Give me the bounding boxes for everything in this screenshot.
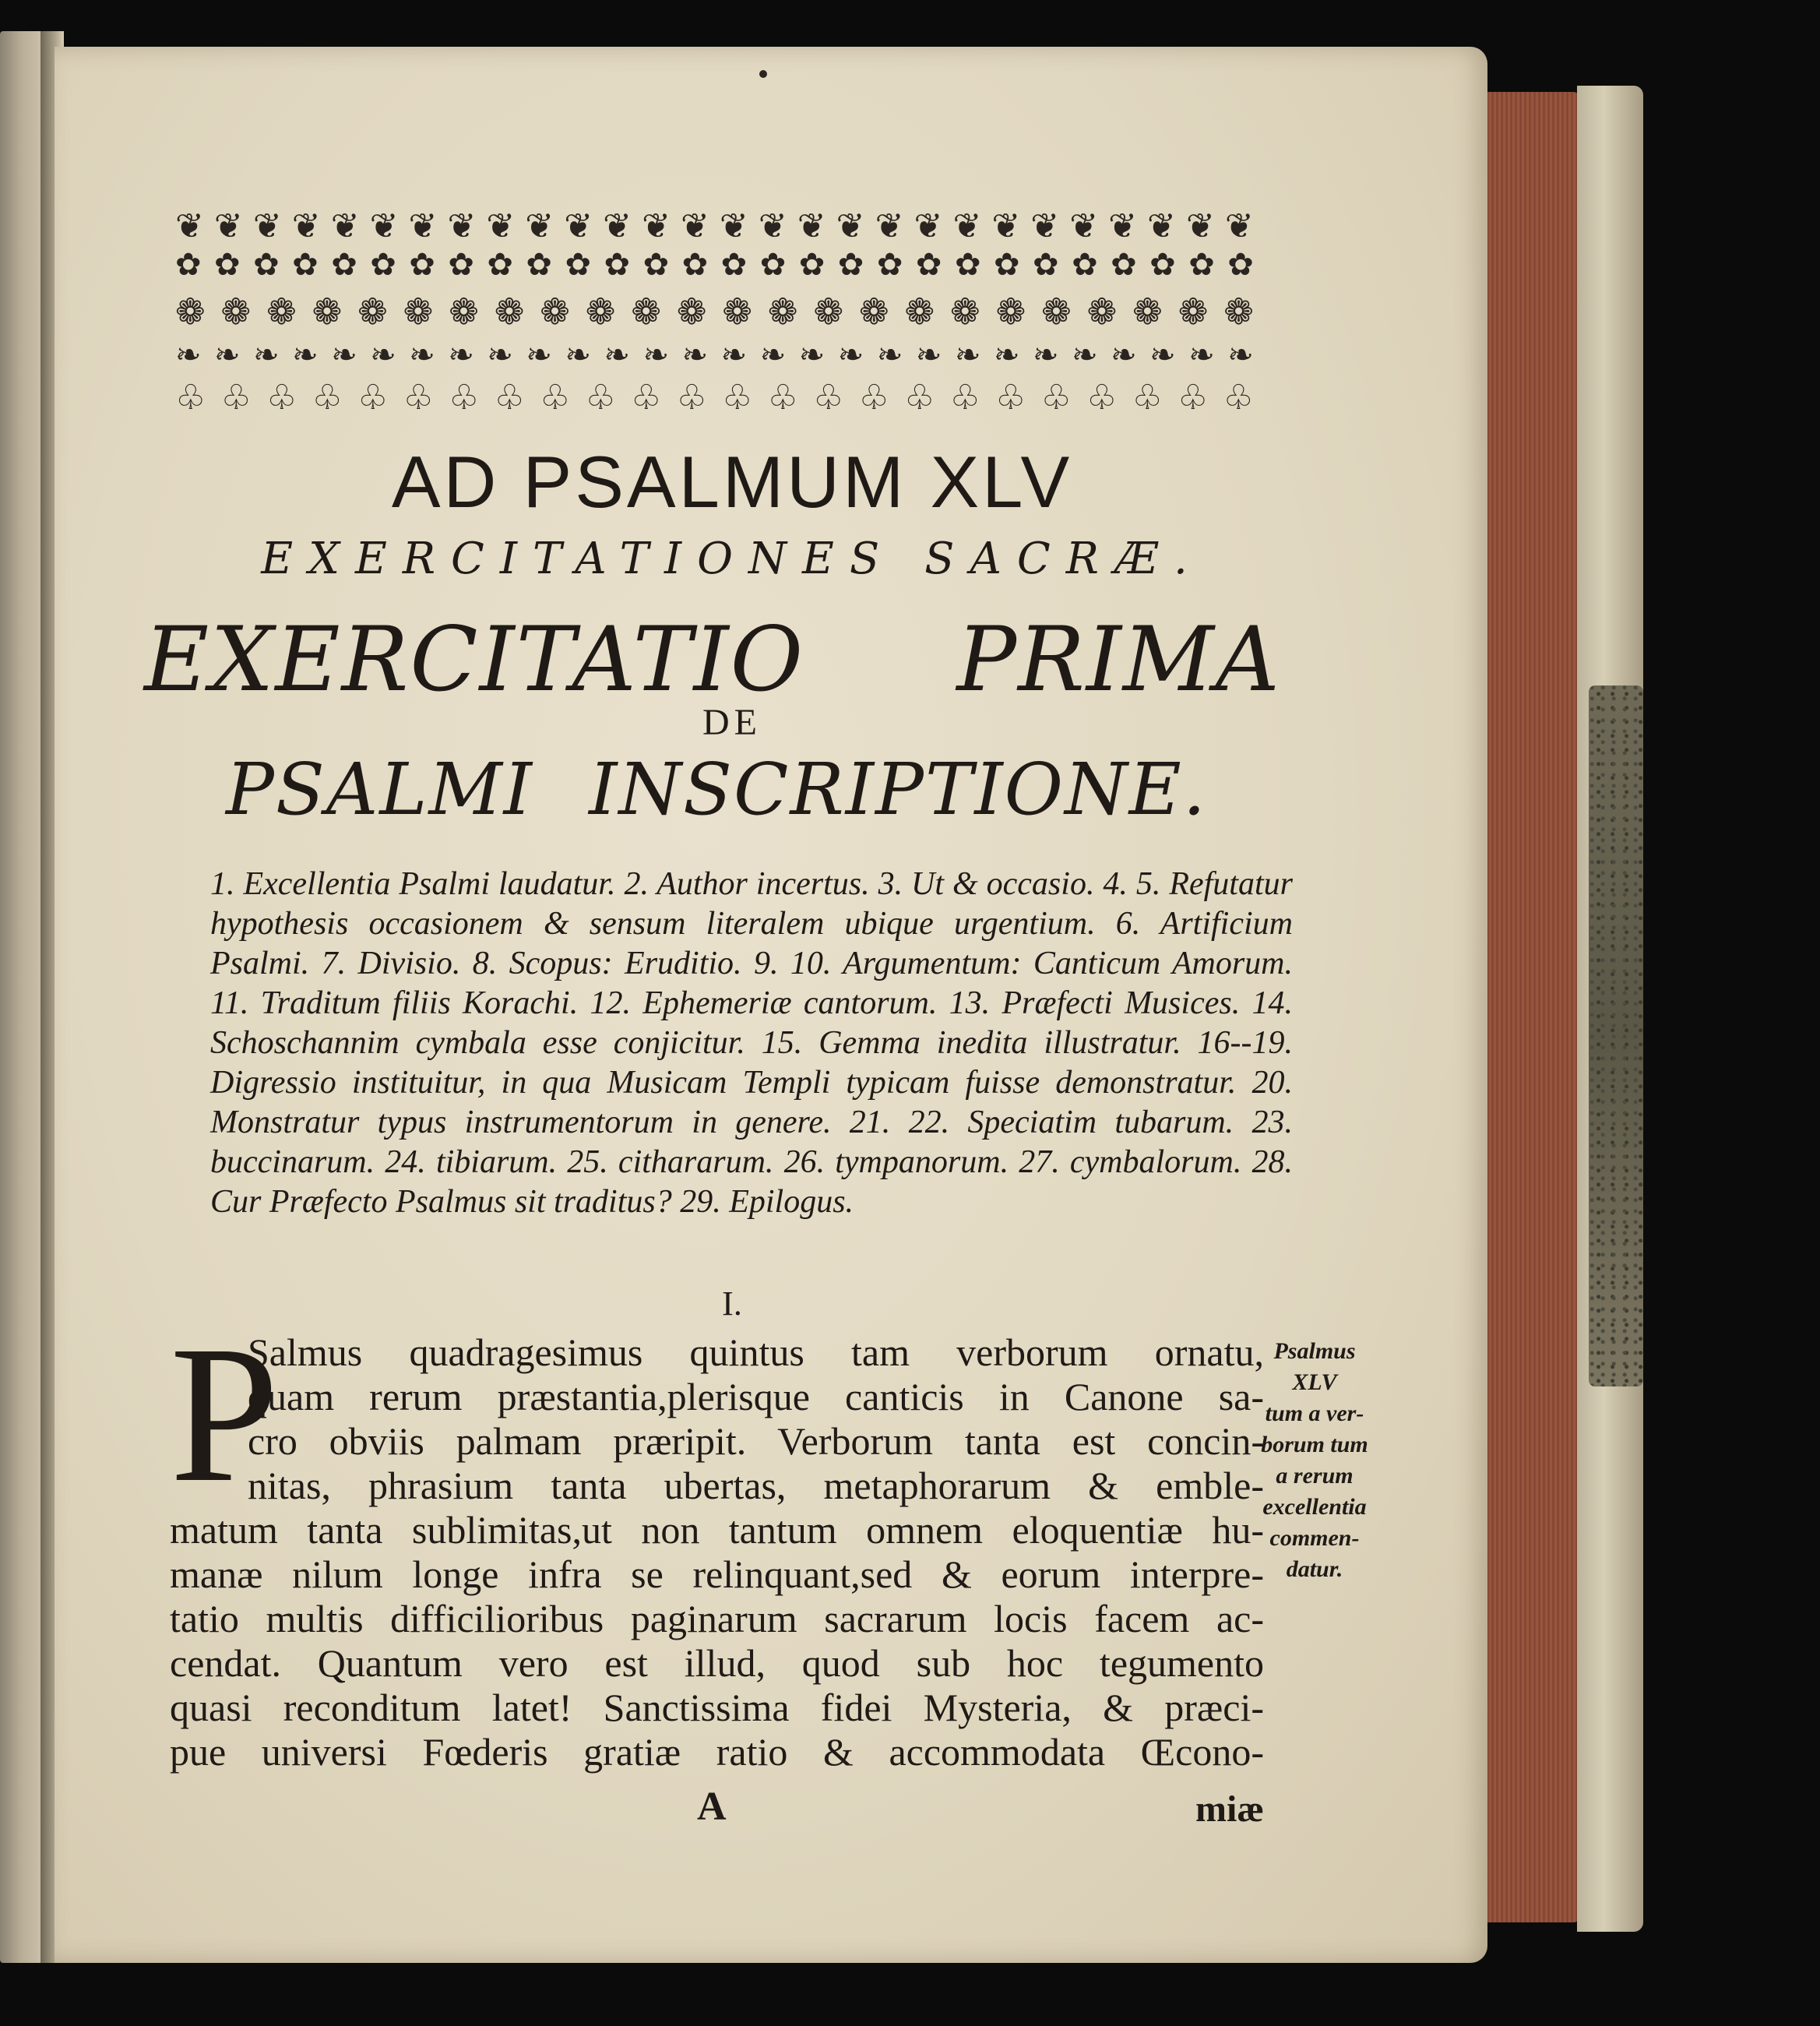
ornament-glyph: ✿ [409,247,435,283]
ornament-glyph: ♧ [631,378,662,418]
ornament-glyph: ✿ [681,247,709,283]
margin-note-line: commen- [1269,1525,1360,1551]
ornament-glyph: ❦ [1030,206,1060,246]
ornament-glyph: ✿ [214,247,241,283]
ornament-glyph: ❧ [720,337,748,373]
ornament-glyph: ❧ [993,337,1020,373]
heading-line-1: AD PSALMUM XLV [391,441,1073,523]
ornament-glyph: ❦ [408,206,438,246]
ornament-glyph: ♧ [813,378,844,418]
ornament-glyph: ❦ [991,206,1021,246]
margin-note-line: Psalmus [1273,1338,1356,1364]
ornament-glyph: ✿ [604,247,631,283]
ornament-glyph: ✿ [798,247,826,283]
body-line: tatio multis difficilioribus paginarum sacrarum locis facem ac- [170,1597,1264,1640]
ornament-glyph: ❁ [995,291,1026,333]
section-number: I. [722,1284,742,1323]
ornament-glyph: ♧ [676,378,707,418]
body-line: nitas, phrasium tanta ubertas, metaphorarum & emble- [248,1464,1264,1507]
ornament-glyph: ♧ [722,378,753,418]
ornament-glyph: ❁ [585,291,616,333]
ornament-glyph: ❧ [1188,337,1215,373]
ornament-glyph: ♧ [449,378,480,418]
ornament-glyph: ❁ [220,291,252,333]
ornament-glyph: ❦ [642,206,671,246]
ornament-glyph: ❁ [722,291,752,333]
margin-note-line: XLV [1292,1369,1337,1395]
ornament-glyph: ❧ [1149,337,1176,373]
ornament-glyph: ♧ [767,378,798,418]
ornament-glyph: ❦ [1147,206,1176,246]
body-line: matum tanta sublimitas,ut non tantum omnem eloquentiæ hu- [170,1508,1264,1552]
ornament-glyph: ✿ [448,247,474,283]
ornament-glyph: ✿ [1072,247,1098,283]
ornament-glyph: ❦ [952,206,982,246]
ornament-glyph: ♧ [585,378,616,418]
signature-mark: A [697,1785,727,1829]
ornament-glyph: ♧ [1223,378,1254,418]
ornament-glyph: ❁ [1132,291,1163,333]
ornament-glyph: ❧ [331,337,357,373]
ornament-glyph: ♧ [1178,378,1209,418]
ornament-glyph: ❧ [370,337,396,373]
ornament-glyph: ❦ [525,206,554,246]
ornament-glyph: ✿ [1188,247,1215,283]
ornament-glyph: ❦ [1108,206,1137,246]
margin-note-line: borum tum [1261,1432,1368,1457]
ornament-row [175,378,1254,418]
ornament-glyph: ❦ [603,206,632,246]
ornament-glyph: ✿ [1149,247,1176,283]
ornament-glyph: ✿ [837,247,864,283]
ornament-glyph: ❦ [213,206,243,246]
ornament-glyph: ✿ [1227,247,1254,283]
ornament-glyph: ❦ [330,206,360,246]
body-line: manæ nilum longe infra se relinquant,sed & eorum interpre- [170,1552,1264,1596]
ornament-glyph: ✿ [526,247,552,283]
ornament-glyph: ♧ [1040,378,1072,418]
ornament-glyph: ❧ [1072,337,1098,373]
ornament-glyph: ♧ [949,378,980,418]
ornament-glyph: ✿ [915,247,942,283]
ornament-glyph: ❧ [954,337,981,373]
ornament-glyph: ❦ [175,206,204,246]
ornament-glyph: ❁ [494,291,525,333]
ink-dot [759,70,767,78]
ornament-glyph: ♧ [904,378,935,418]
ornament-glyph: ❦ [447,206,477,246]
ornament-glyph: ❁ [312,291,343,333]
ornament-glyph: ❁ [631,291,661,333]
ornament-glyph: ❁ [1223,291,1254,333]
ornament-glyph: ✿ [993,247,1020,283]
ornament-glyph: ❧ [876,337,903,373]
ornament-glyph: ❦ [1185,206,1215,246]
ornament-glyph: ❧ [604,337,631,373]
margin-note [1260,1336,1369,1585]
ornament-glyph: ✿ [331,247,357,283]
ornament-glyph: ❁ [904,291,935,333]
ornament-row [175,337,1254,373]
ornament-glyph: ❧ [565,337,591,373]
ornament-glyph: ✿ [175,247,202,283]
ornament-glyph: ♧ [540,378,571,418]
facing-page-edge [0,31,47,1963]
ornament-row [175,206,1254,246]
ornament-glyph: ❧ [681,337,709,373]
ornament-glyph: ❧ [1111,337,1137,373]
ornament-glyph: ✿ [253,247,280,283]
ornament-row [175,291,1254,333]
body-line: quasi reconditum latet! Sanctissima fidei Mysteria, & præci- [170,1686,1264,1729]
ornament-glyph: ❧ [642,337,670,373]
body-text [170,1330,1264,1774]
ornament-glyph: ♧ [220,378,252,418]
ornament-glyph: ❧ [487,337,513,373]
ornament-glyph: ❁ [1086,291,1118,333]
ornament-glyph: ♧ [494,378,525,418]
margin-note-line: datur. [1286,1556,1343,1582]
ornament-glyph: ❁ [1178,291,1209,333]
ornament-glyph: ❁ [403,291,434,333]
ornament-glyph: ♧ [1132,378,1163,418]
ornament-glyph: ✿ [1033,247,1059,283]
ornament-glyph: ❦ [1224,206,1254,246]
ornament-glyph: ✿ [292,247,319,283]
ornament-glyph: ❦ [719,206,748,246]
ornament-glyph: ❦ [252,206,282,246]
ornament-glyph: ❁ [1041,291,1072,333]
ornament-glyph: ❦ [486,206,516,246]
printed-page [55,47,1487,1963]
ornament-glyph: ✿ [876,247,903,283]
catchword: miæ [1195,1788,1264,1830]
ornament-glyph: ✿ [487,247,513,283]
ornament-glyph: ❁ [950,291,980,333]
ornament-glyph: ❦ [1069,206,1099,246]
ornament-glyph: ❧ [409,337,435,373]
heading-line-3: EXERCITATIO PRIMA [144,608,1281,711]
chapter-summary: 1. Excellentia Psalmi laudatur. 2. Author incertus. 3. Ut & occasio. 4. 5. Refutatur hypothesis occasionem & sensum literalem ubique urgentium. 6. Artificium Psalmi. 7. Divisio. 8. Scopus: Eruditio. 9. 10. Argumentum: Canticum Amorum. 11. Traditum filiis Korachi. 12. Ephemeriæ cantorum. 13. Præfecti Musices. 14. Schoschannim cymbala esse conjicitur. 15. Gemma inedita illustratur. 16--19. Digressio instituitur, in qua Musicam Templi typicam fuisse demonstratur. 20. Monstratur typus instrumentorum in genere. 21. 22. Speciatim tubarum. 23. buccinarum. 24. tibiarum. 25. cithararum. 26. tympanorum. 27. cymbalorum. 28. Cur Præfecto Psalmus sit traditus? 29. Epilogus. [210,866,1293,1220]
ornament-glyph: ♧ [995,378,1026,418]
ornament-glyph: ❁ [813,291,843,333]
ornament-glyph: ♧ [858,378,889,418]
ornament-glyph: ❦ [758,206,787,246]
ornament-glyph: ♧ [403,378,434,418]
ornament-glyph: ♧ [357,378,389,418]
heading-line-2: EXERCITATIONES SACRÆ. [261,534,1203,584]
ornament-glyph: ❧ [448,337,474,373]
ornament-glyph: ❧ [253,337,280,373]
ornament-glyph: ❧ [175,337,202,373]
drop-cap: P [170,1305,280,1523]
ornament-glyph: ❦ [914,206,943,246]
ornament-band [175,206,1254,425]
ornament-glyph: ✿ [720,247,748,283]
ornament-glyph: ❧ [798,337,826,373]
ornament-glyph: ❁ [858,291,889,333]
ornament-glyph: ❦ [680,206,709,246]
heading-line-4: DE [702,702,762,743]
body-line: cendat. Quantum vero est illud, quod sub hoc tegumento [170,1641,1264,1685]
ornament-glyph: ✿ [759,247,787,283]
ornament-glyph: ❁ [357,291,388,333]
ornament-glyph: ✿ [642,247,670,283]
body-line: Salmus quadragesimus quintus tam verborum ornatu, [248,1330,1264,1374]
ornament-glyph: ❧ [915,337,942,373]
ornament-glyph: ❧ [526,337,552,373]
ornament-glyph: ❦ [291,206,321,246]
body-line: quam rerum præstantia,plerisque canticis in Canone sa- [248,1375,1264,1418]
ornament-glyph: ✿ [1111,247,1137,283]
body-line: cro obviis palmam præripit. Verborum tanta est concin- [248,1419,1264,1463]
ornament-glyph: ❁ [676,291,707,333]
ornament-glyph: ✿ [565,247,591,283]
page-block-edge [1484,92,1581,1922]
ornament-glyph: ❦ [836,206,865,246]
marbled-cover [1589,685,1643,1386]
ornament-glyph: ♧ [175,378,206,418]
ornament-glyph: ✿ [370,247,396,283]
ornament-glyph: ❁ [449,291,479,333]
ornament-glyph: ❧ [292,337,319,373]
ornament-glyph: ✿ [954,247,981,283]
ornament-row [175,247,1254,283]
ornament-glyph: ❦ [875,206,904,246]
ornament-glyph: ❧ [1227,337,1254,373]
ornament-glyph: ❁ [767,291,798,333]
margin-note-line: excellentia [1262,1494,1367,1520]
ornament-glyph: ❧ [1033,337,1059,373]
body-line: pue universi Fœderis gratiæ ratio & accommodata Œcono- [170,1730,1264,1774]
ornament-glyph: ❦ [797,206,826,246]
ornament-glyph: ❧ [759,337,787,373]
ornament-glyph: ❁ [540,291,570,333]
ornament-glyph: ❧ [837,337,864,373]
margin-note-line: a rerum [1276,1463,1354,1489]
ornament-glyph: ♧ [312,378,343,418]
ornament-glyph: ❦ [369,206,399,246]
ornament-glyph: ❧ [214,337,241,373]
ornament-glyph: ❁ [175,291,206,333]
heading-line-5: PSALMI INSCRIPTIONE. [226,748,1207,831]
ornament-glyph: ♧ [266,378,297,418]
ornament-glyph: ❁ [266,291,297,333]
margin-note-line: tum a ver- [1265,1401,1364,1426]
ornament-glyph: ❦ [564,206,593,246]
ornament-glyph: ♧ [1086,378,1118,418]
